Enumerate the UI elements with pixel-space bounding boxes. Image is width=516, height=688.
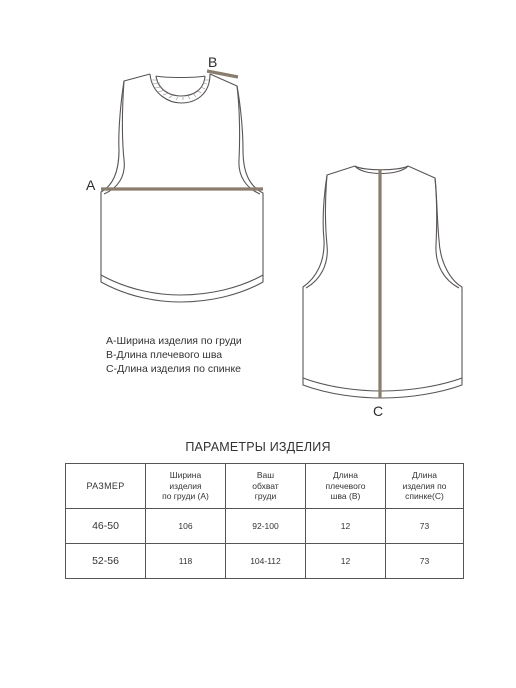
cell-back-length: 73	[386, 509, 464, 544]
measurement-legend	[106, 334, 242, 376]
cell-shoulder-length: 12	[306, 544, 386, 579]
front-neck-rib-inner	[156, 76, 205, 96]
cell-size: 52-56	[66, 544, 146, 579]
header-chest-width: Ширина изделия по груди (А)	[146, 464, 226, 509]
front-neck-rib-outer	[150, 74, 210, 103]
header-back-length: Длина изделия по спинке(С)	[386, 464, 464, 509]
back-outline	[303, 166, 462, 398]
header-shoulder-length: Длина плечевого шва (В)	[306, 464, 386, 509]
measure-line-b	[207, 71, 238, 77]
header-your-chest: Ваш обхват груди	[226, 464, 306, 509]
table-row	[66, 509, 464, 544]
table-header-row	[66, 464, 464, 509]
cell-your-chest: 92-100	[226, 509, 306, 544]
cell-size: 46-50	[66, 509, 146, 544]
cell-your-chest: 104-112	[226, 544, 306, 579]
front-hem-line	[101, 275, 263, 295]
cell-shoulder-length: 12	[306, 509, 386, 544]
back-view	[303, 166, 462, 398]
marker-a: A	[86, 177, 96, 193]
marker-c: C	[373, 403, 384, 419]
front-neck-back	[156, 76, 205, 78]
legend-item-c: С-Длина изделия по спинке	[106, 363, 241, 375]
cell-chest-width: 118	[146, 544, 226, 579]
cell-chest-width: 106	[146, 509, 226, 544]
size-parameters-table	[65, 463, 464, 579]
legend-item-b: В-Длина плечевого шва	[106, 349, 223, 361]
legend-item-a: А-Ширина изделия по груди	[106, 335, 242, 347]
table-title: ПАРАМЕТРЫ ИЗДЕЛИЯ	[185, 440, 331, 454]
table-row	[66, 544, 464, 579]
back-armhole-left	[306, 175, 327, 288]
back-hem-line	[303, 378, 462, 391]
header-size: РАЗМЕР	[66, 464, 146, 509]
marker-b: B	[208, 54, 218, 70]
cell-back-length: 73	[386, 544, 464, 579]
